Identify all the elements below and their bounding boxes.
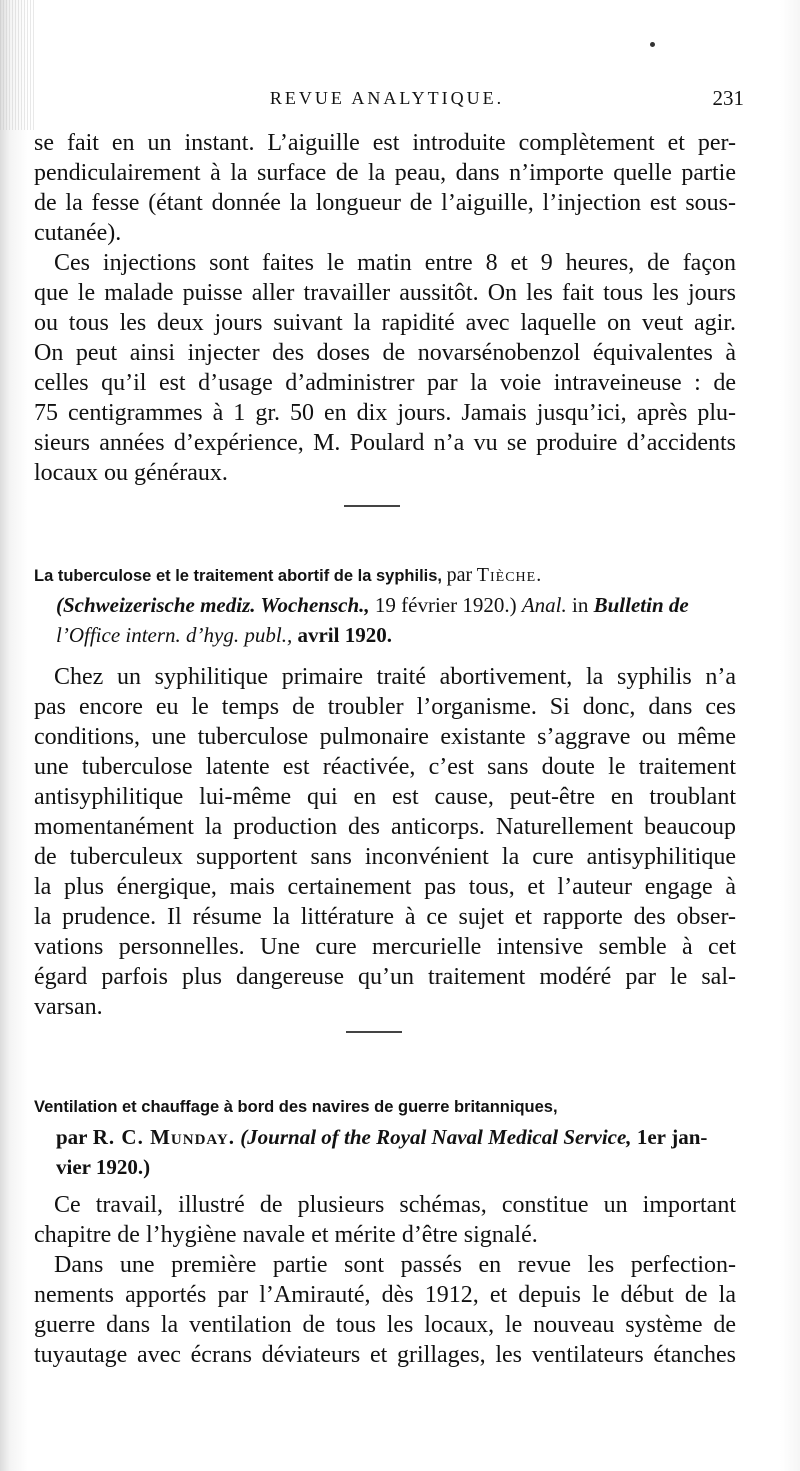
anal-label: Anal. (521, 593, 567, 617)
article-reference (56, 590, 736, 650)
text-line: antisyphilitique lui-même qui en est cause, peut-être en troublant (34, 784, 736, 810)
section-divider (344, 505, 400, 507)
author-name: Tièche. (476, 564, 543, 586)
text-line: pendiculairement à la surface de la peau, dans n’importe quelle partie (34, 160, 736, 186)
text-line: guerre dans la ventilation de tous les locaux, le nouveau système de (34, 1312, 736, 1338)
text-line: nements apportés par l’Amirauté, dès 1912, et depuis le début de la (34, 1282, 736, 1308)
text-line: conditions, une tuberculose pulmonaire existante s’aggrave ou même (34, 724, 736, 750)
in-label: in (572, 593, 589, 617)
print-speck (650, 42, 655, 47)
article-body (34, 662, 736, 1022)
page-header (30, 88, 744, 118)
date-day: 1er (636, 1125, 666, 1149)
text-line: celles qu’il est d’usage d’administrer par la voie intraveineuse : de (34, 370, 736, 396)
text-line: chapitre de l’hygiène navale et mérite d’être signalé. (34, 1222, 538, 1248)
article-title-text: La tuberculose et le traitement abortif de la syphilis, (34, 567, 443, 585)
author-prefix: par (446, 564, 473, 586)
publication-date: avril 1920. (297, 623, 392, 647)
text-line: de tuberculeux supportent sans inconvénient la cure antisyphilitique (34, 844, 736, 870)
article-reference (56, 1122, 736, 1182)
text-line: pas encore eu le temps de troubler l’organisme. Si donc, dans ces (34, 694, 736, 720)
text-line: que le malade puisse aller travailler aussitôt. On les fait tous les jours (34, 280, 736, 306)
text-line: ou tous les deux jours suivant la rapidité avec laquelle on veut agir. (34, 310, 736, 336)
text-line: la prudence. Il résume la littérature à ce sujet et rapporte des obser- (34, 904, 736, 930)
text-line: On peut ainsi injecter des doses de novarsénobenzol équivalentes à (34, 340, 736, 366)
text-line: momentanément la production des anticorps. Naturellement beaucoup (34, 814, 736, 840)
text-line: égard parfois plus dangereuse qu’un traitement modéré par le sal- (34, 964, 736, 990)
text-line: varsan. (34, 994, 103, 1020)
office-name: l’Office intern. d’hyg. publ., (56, 623, 293, 647)
date-month: jan- (671, 1125, 708, 1149)
text-line: vations personnelles. Une cure mercurielle intensive semble à cet (34, 934, 736, 960)
publication-date: 19 février 1920.) (374, 593, 517, 617)
binding-edge-shadow (0, 0, 34, 130)
page-number: 231 (712, 86, 744, 110)
text-line: locaux ou généraux. (34, 460, 228, 486)
reference-line (56, 1122, 736, 1152)
intro-paragraphs (34, 128, 736, 488)
running-title: REVUE ANALYTIQUE. (269, 88, 505, 108)
text-line: cutanée). (34, 220, 122, 246)
author-prefix: par (56, 1125, 88, 1149)
text-line: une tuberculose latente est réactivée, c’est sans doute le traitement (34, 754, 736, 780)
text-line: sieurs années d’expérience, M. Poulard n’a vu se produire d’accidents (34, 430, 736, 456)
text-line: Ce travail, illustré de plusieurs schémas, constitue un important (54, 1192, 736, 1218)
text-line: Chez un syphilitique primaire traité abortivement, la syphilis n’a (54, 664, 736, 690)
article-title (34, 1092, 752, 1122)
text-line: se fait en un instant. L’aiguille est introduite complètement et per- (34, 130, 736, 156)
reference-line (56, 590, 736, 620)
text-line: tuyautage avec écrans déviateurs et grillages, les ventilateurs étanches (34, 1342, 736, 1368)
bulletin-name: Bulletin de (593, 593, 689, 617)
text-line: la plus énergique, mais certainement pas tous, et l’auteur engage à (34, 874, 736, 900)
article-title (34, 560, 752, 591)
journal-name: (Journal of the Royal Naval Medical Service, (240, 1125, 632, 1149)
reference-line (56, 1152, 736, 1182)
article-title-text: Ventilation et chauffage à bord des navires de guerre britanniques, (34, 1098, 558, 1116)
text-line: de la fesse (étant donnée la longueur de l’aiguille, l’injection est sous- (34, 190, 736, 216)
text-line: 75 centigrammes à 1 gr. 50 en dix jours. Jamais jusqu’ici, après plu- (34, 400, 736, 426)
article-body (34, 1190, 736, 1370)
publication-date: vier 1920.) (56, 1155, 151, 1179)
author-name: R. C. Munday. (92, 1125, 235, 1149)
text-line: Dans une première partie sont passés en revue les perfection- (54, 1252, 736, 1278)
text-line: Ces injections sont faites le matin entre 8 et 9 heures, de façon (54, 250, 736, 276)
reference-line (56, 620, 736, 650)
section-divider (346, 1031, 402, 1033)
journal-name: (Schweizerische mediz. Wochensch., (56, 593, 370, 617)
